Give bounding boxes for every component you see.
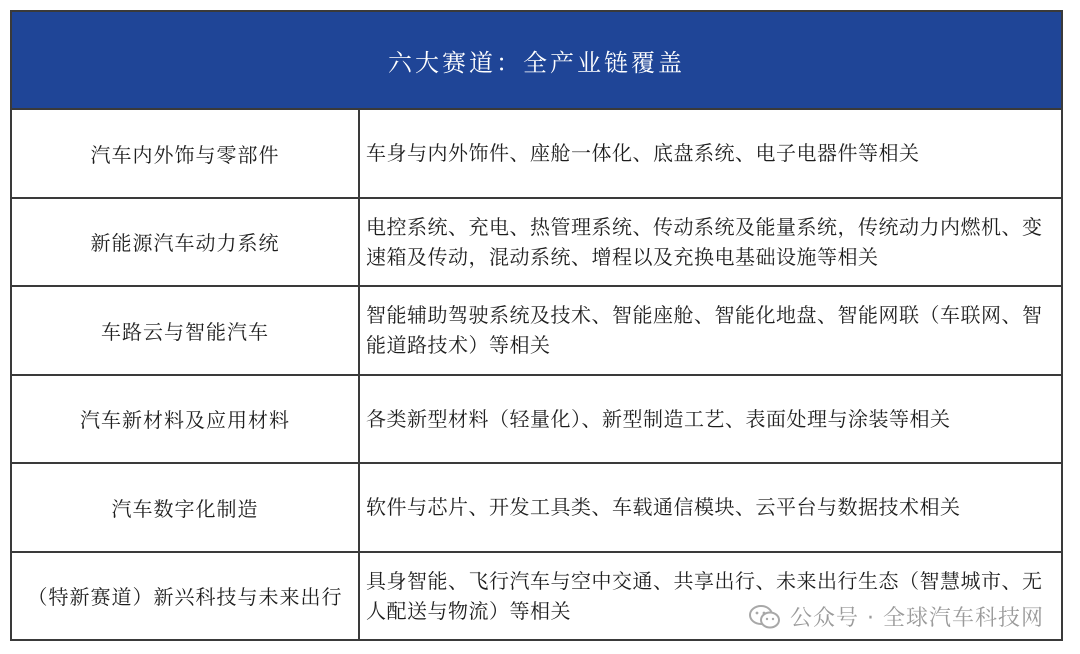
track-description-text: 电控系统、充电、热管理系统、传动系统及能量系统，传统动力内燃机、变速箱及传动，混动系统、增程以及充换电基础设施等相关 (366, 214, 1043, 269)
track-description (360, 553, 1061, 640)
track-description (360, 199, 1061, 286)
track-description-text: 具身智能、飞行汽车与空中交通、共享出行、未来出行生态（智慧城市、无人配送与物流）等相关 (366, 568, 1043, 623)
track-description-text: 软件与芯片、开发工具类、车载通信模块、云平台与数据技术相关 (366, 495, 961, 520)
table-row (12, 110, 1061, 199)
table-row (12, 553, 1061, 640)
table-title: 六大赛道：全产业链覆盖 (12, 12, 1061, 110)
track-category: （特新赛道）新兴科技与未来出行 (12, 553, 360, 640)
track-category: 汽车内外饰与零部件 (12, 110, 360, 197)
track-description-text: 智能辅助驾驶系统及技术、智能座舱、智能化地盘、智能网联（车联网、智能道路技术）等相关 (366, 303, 1043, 358)
table-body (12, 110, 1061, 639)
table-row (12, 199, 1061, 288)
table-row (12, 287, 1061, 376)
track-description (360, 376, 1061, 463)
track-category: 车路云与智能汽车 (12, 287, 360, 374)
table-row (12, 376, 1061, 465)
track-category: 汽车数字化制造 (12, 464, 360, 551)
table-row (12, 464, 1061, 553)
track-category: 汽车新材料及应用材料 (12, 376, 360, 463)
track-description-text: 各类新型材料（轻量化）、新型制造工艺、表面处理与涂装等相关 (366, 406, 951, 431)
track-description (360, 110, 1061, 197)
track-description (360, 464, 1061, 551)
watermark-text: 公众号 · 全球汽车科技网 (790, 606, 1044, 631)
track-description (360, 287, 1061, 374)
track-description-text: 车身与内外饰件、座舱一体化、底盘系统、电子电器件等相关 (366, 141, 920, 166)
tracks-table (10, 10, 1063, 641)
track-category: 新能源汽车动力系统 (12, 199, 360, 286)
